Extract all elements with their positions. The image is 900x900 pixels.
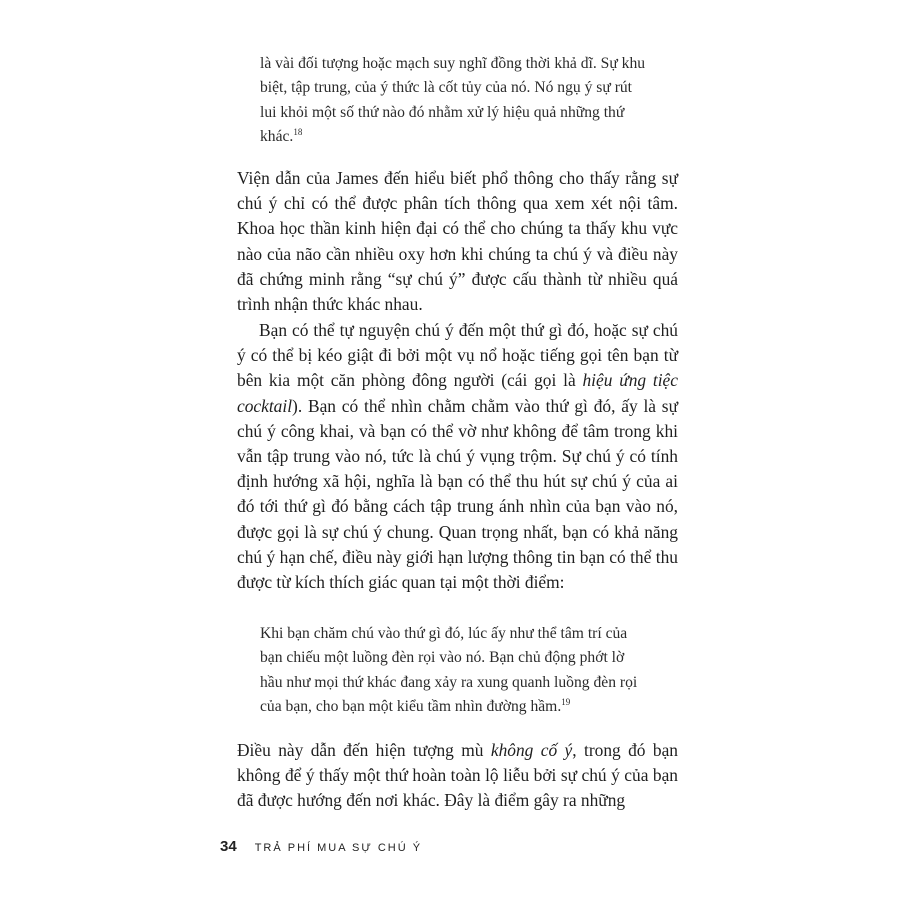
quote-line: lui khỏi một số thứ nào đó nhằm xử lý hiệu quả những thứ bbox=[260, 103, 625, 121]
body-paragraph bbox=[237, 738, 678, 814]
quote-line-last bbox=[260, 695, 678, 719]
paragraph-text: ). Bạn có thể nhìn chằm chằm vào thứ gì đó, ấy là sự chú ý công khai, và bạn có thể vờ như không để tâm trong khi vẫn tập trung vào nó, tức là chú ý vụng trộm. Sự chú ý có tính định hướng xã hội, nghĩa là bạn có thể thu hút sự chú ý của ai đó tới thứ gì đó bằng cách tập trung ánh nhìn của bạn vào nó, được gọi là sự chú ý chung. Quan trọng nhất, bạn có khả năng chú ý hạn chế, điều này giới hạn lượng thông tin bạn có thể thu được từ kích thích giác quan tại một thời điểm: bbox=[237, 395, 678, 593]
paragraph-text: , trong đó bạn không để ý thấy một thứ hoàn toàn lộ liễu bởi sự chú ý của bạn đã được hướng đến nơi khác. Đây là điểm gây ra những bbox=[237, 740, 678, 811]
body-paragraph: Viện dẫn của James đến hiểu biết phổ thông cho thấy rằng sự chú ý chỉ có thể được phân tích thông qua xem xét nội tâm. Khoa học thần kinh hiện đại có thể cho chúng ta thấy khu vực nào của não cần nhiều oxy hơn khi chúng ta chú ý và điều này đã chứng minh rằng “sự chú ý” được cấu thành từ nhiều quá trình nhận thức khác nhau. bbox=[237, 168, 678, 315]
block-quote-james bbox=[260, 52, 678, 149]
quote-line: bạn chiếu một luồng đèn rọi vào nó. Bạn chủ động phớt lờ bbox=[260, 649, 625, 667]
italic-term: hiệu ứng tiệc cocktail bbox=[237, 370, 678, 416]
quote-line: hầu như mọi thứ khác đang xảy ra xung quanh luồng đèn rọi bbox=[260, 673, 638, 691]
quote-line: Khi bạn chăm chú vào thứ gì đó, lúc ấy như thể tâm trí của bbox=[260, 625, 628, 642]
body-paragraph bbox=[237, 318, 678, 595]
quote-line-text: khác. bbox=[260, 127, 294, 145]
block-quote-spotlight bbox=[260, 622, 678, 719]
page-number: 34 bbox=[220, 838, 237, 855]
paragraph-text: Điều này dẫn đến hiện tượng mù bbox=[237, 740, 491, 760]
quote-line: biệt, tập trung, của ý thức là cốt tủy của nó. Nó ngụ ý sự rút bbox=[260, 79, 633, 97]
quote-line-text: của bạn, cho bạn một kiểu tầm nhìn đường hầm. bbox=[260, 697, 562, 715]
page-footer bbox=[220, 838, 422, 860]
running-head: TRẢ PHÍ MUA SỰ CHÚ Ý bbox=[254, 842, 423, 854]
footnote-marker: 18 bbox=[293, 126, 303, 137]
italic-term: không cố ý bbox=[490, 740, 573, 760]
paragraph-text: Bạn có thể tự nguyện chú ý đến một thứ gì đó, hoặc sự chú ý có thể bị kéo giật đi bởi một vụ nổ hoặc tiếng gọi tên bạn từ bên kia một căn phòng đông người (cái gọi là bbox=[237, 320, 678, 391]
footnote-marker: 19 bbox=[561, 696, 571, 707]
quote-line-last bbox=[260, 125, 678, 149]
quote-line: là vài đối tượng hoặc mạch suy nghĩ đồng thời khả dĩ. Sự khu bbox=[260, 55, 646, 72]
